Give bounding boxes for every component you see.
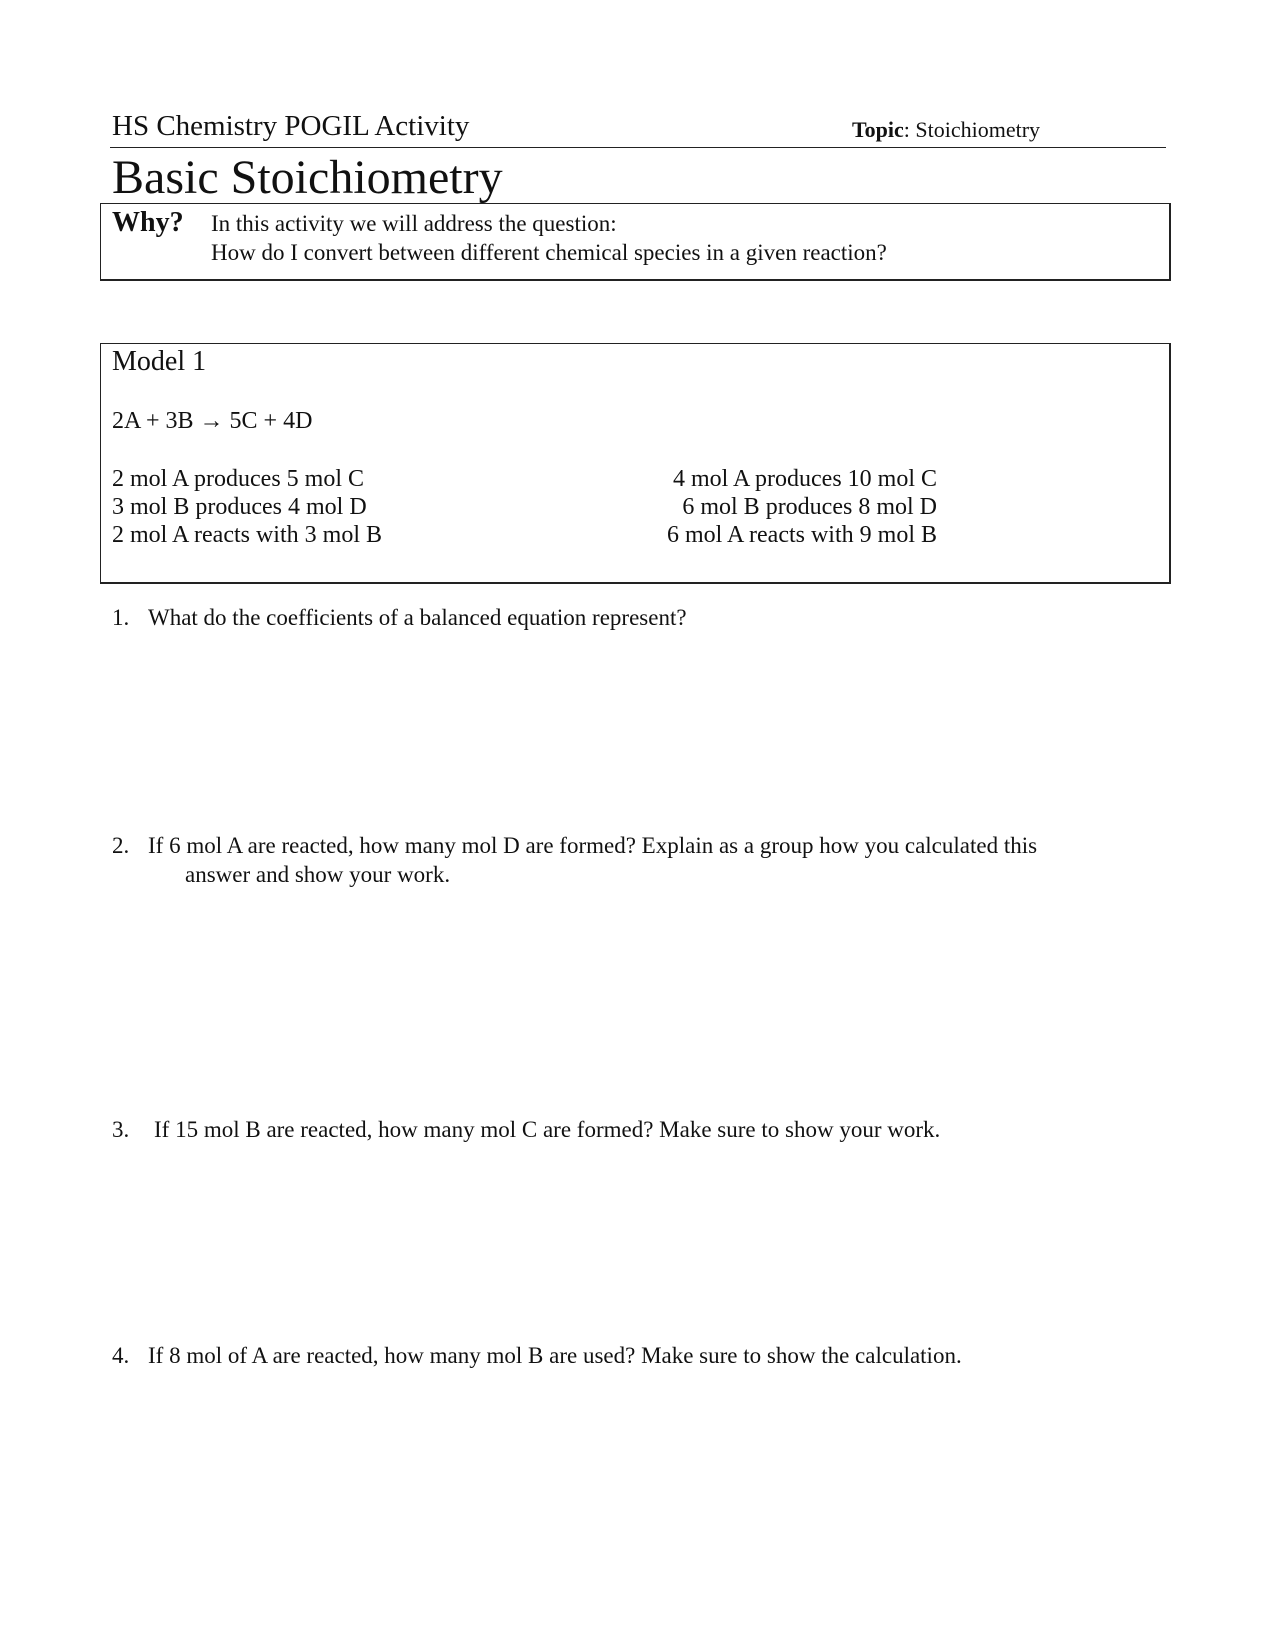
question-text: If 15 mol B are reacted, how many mol C are formed? Make sure to show your work. — [154, 1117, 941, 1142]
why-label: Why? — [112, 207, 184, 238]
header-divider — [110, 147, 1166, 148]
question-number: 3. — [112, 1117, 130, 1142]
topic-line — [852, 117, 1040, 143]
topic-value: : Stoichiometry — [903, 117, 1041, 142]
question-number: 1. — [112, 605, 130, 630]
question-text-continuation: answer and show your work. — [185, 862, 451, 887]
model-right-relation: 4 mol A produces 10 mol C — [673, 466, 937, 492]
question-text: If 8 mol of A are reacted, how many mol B are used? Make sure to show the calculation. — [148, 1343, 962, 1368]
model-title: Model 1 — [112, 346, 207, 377]
page-title: Basic Stoichiometry — [112, 151, 503, 204]
model-left-relation: 2 mol A reacts with 3 mol B — [112, 522, 382, 548]
question-number: 2. — [112, 833, 130, 858]
question-number: 4. — [112, 1343, 130, 1368]
model-left-relation: 2 mol A produces 5 mol C — [112, 466, 364, 492]
question-text: If 6 mol A are reacted, how many mol D are formed? Explain as a group how you calculated this — [148, 833, 1038, 858]
why-question-text: How do I convert between different chemical species in a given reaction? — [211, 240, 887, 265]
why-intro-text: In this activity we will address the question: — [211, 211, 617, 236]
course-title: HS Chemistry POGIL Activity — [112, 110, 470, 142]
model-right-relation: 6 mol A reacts with 9 mol B — [667, 522, 937, 548]
model-left-relation: 3 mol B produces 4 mol D — [112, 494, 367, 520]
question-text: What do the coefficients of a balanced equation represent? — [148, 605, 687, 630]
reaction-equation: 2A + 3B → 5C + 4D — [112, 408, 313, 434]
model-right-relation: 6 mol B produces 8 mol D — [682, 494, 937, 520]
topic-label: Topic — [852, 117, 904, 142]
